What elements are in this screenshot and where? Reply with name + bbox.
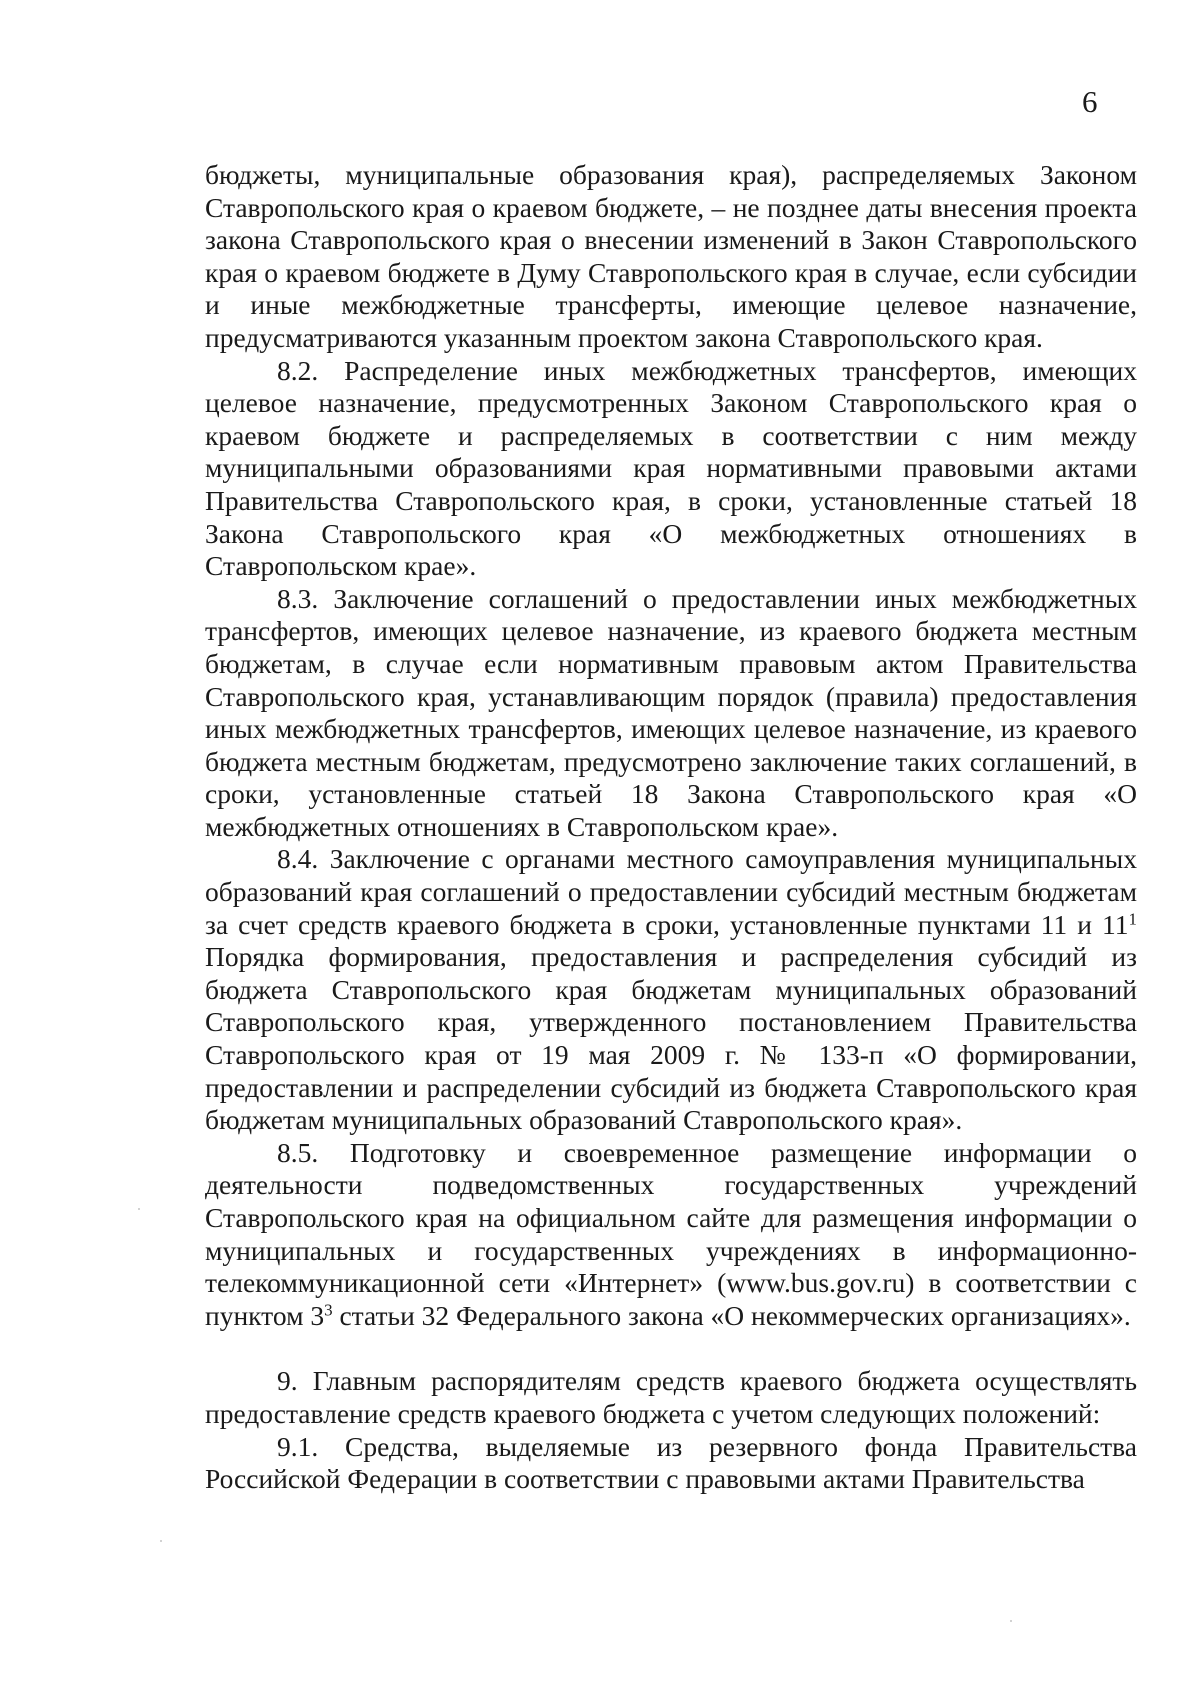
paragraph-8-3: 8.3. Заключение соглашений о предоставлении иных межбюджетных трансфертов, имеющих целевое назначение, из краевого бюджета местным бюджетам, в случае если нормативным правовым актом Правительства Ставропольского края, устанавливающим порядок (правила) предоставления иных межбюджетных трансфертов, имеющих целевое назначение, из краевого бюджета местным бюджетам, предусмотрено заключение таких соглашений, в сроки, установленные статьей 18 Закона Ставропольского края «О межбюджетных отношениях в Ставропольском крае». xyxy=(205,582,1137,842)
document-body xyxy=(205,159,1137,1496)
scan-speck xyxy=(138,1208,140,1210)
paragraph-8-5-text-end: статьи 32 Федерального закона «О некоммерческих организациях». xyxy=(332,1299,1131,1331)
paragraph-8-2: 8.2. Распределение иных межбюджетных трансфертов, имеющих целевое назначение, предусмотренных Законом Ставропольского края о краевом бюджете и распределяемых в соответствии с ним между муниципальными образованиями края нормативными правовыми актами Правительства Ставропольского края, в сроки, установленные статьей 18 Закона Ставропольского края «О межбюджетных отношениях в Ставропольском крае». xyxy=(205,354,1137,582)
paragraph-8-4-text-start: 8.4. Заключение с органами местного самоуправления муниципальных образований края соглашений о предоставлении субсидий местным бюджетам за счет средств краевого бюджета в сроки, установленные пунктами 11 и 11 xyxy=(205,843,1137,940)
paragraph-9: 9. Главным распорядителям средств краевого бюджета осуществлять предоставление средств краевого бюджета с учетом следующих положений: xyxy=(205,1365,1137,1429)
paragraph-8-4 xyxy=(205,843,1137,1136)
paragraph-8-4-text-end: Порядка формирования, предоставления и распределения субсидий из бюджета Ставропольского края бюджетам муниципальных образований Ставропольского края, утвержденного постановлением Правительства Ставропольского края от 19 мая 2009 г. № 133-п «О формировании, предоставлении и распределении субсидий из бюджета Ставропольского края бюджетам муниципальных образований Ставропольского края». xyxy=(205,941,1137,1136)
scan-speck xyxy=(160,1540,162,1542)
page-number: 6 xyxy=(1082,84,1098,119)
paragraph-8-5 xyxy=(205,1137,1137,1333)
paragraph-9-1: 9.1. Средства, выделяемые из резервного фонда Правительства Российской Федерации в соответствии с правовыми актами Правительства xyxy=(205,1430,1137,1495)
superscript-1: 1 xyxy=(1128,909,1137,929)
paragraph-8-5-text-start: 8.5. Подготовку и своевременное размещение информации о деятельности подведомственных государственных учреждений Ставропольского края на официальном сайте для размещения информации о муниципальных и государственных учреждениях в информационно-телекоммуникационной сети «Интернет» (www.bus.gov.ru) в соответствии с пунктом 3 xyxy=(205,1136,1137,1331)
scan-speck xyxy=(1010,1620,1012,1622)
paragraph-continuation: бюджеты, муниципальные образования края), распределяемых Законом Ставропольского края о краевом бюджете, – не позднее даты внесения проекта закона Ставропольского края о внесении изменений в Закон Ставропольского края о краевом бюджете в Думу Ставропольского края в случае, если субсидии и иные межбюджетные трансферты, имеющие целевое назначение, предусматриваются указанным проектом закона Ставропольского края. xyxy=(205,159,1137,353)
superscript-3: 3 xyxy=(324,1300,333,1320)
